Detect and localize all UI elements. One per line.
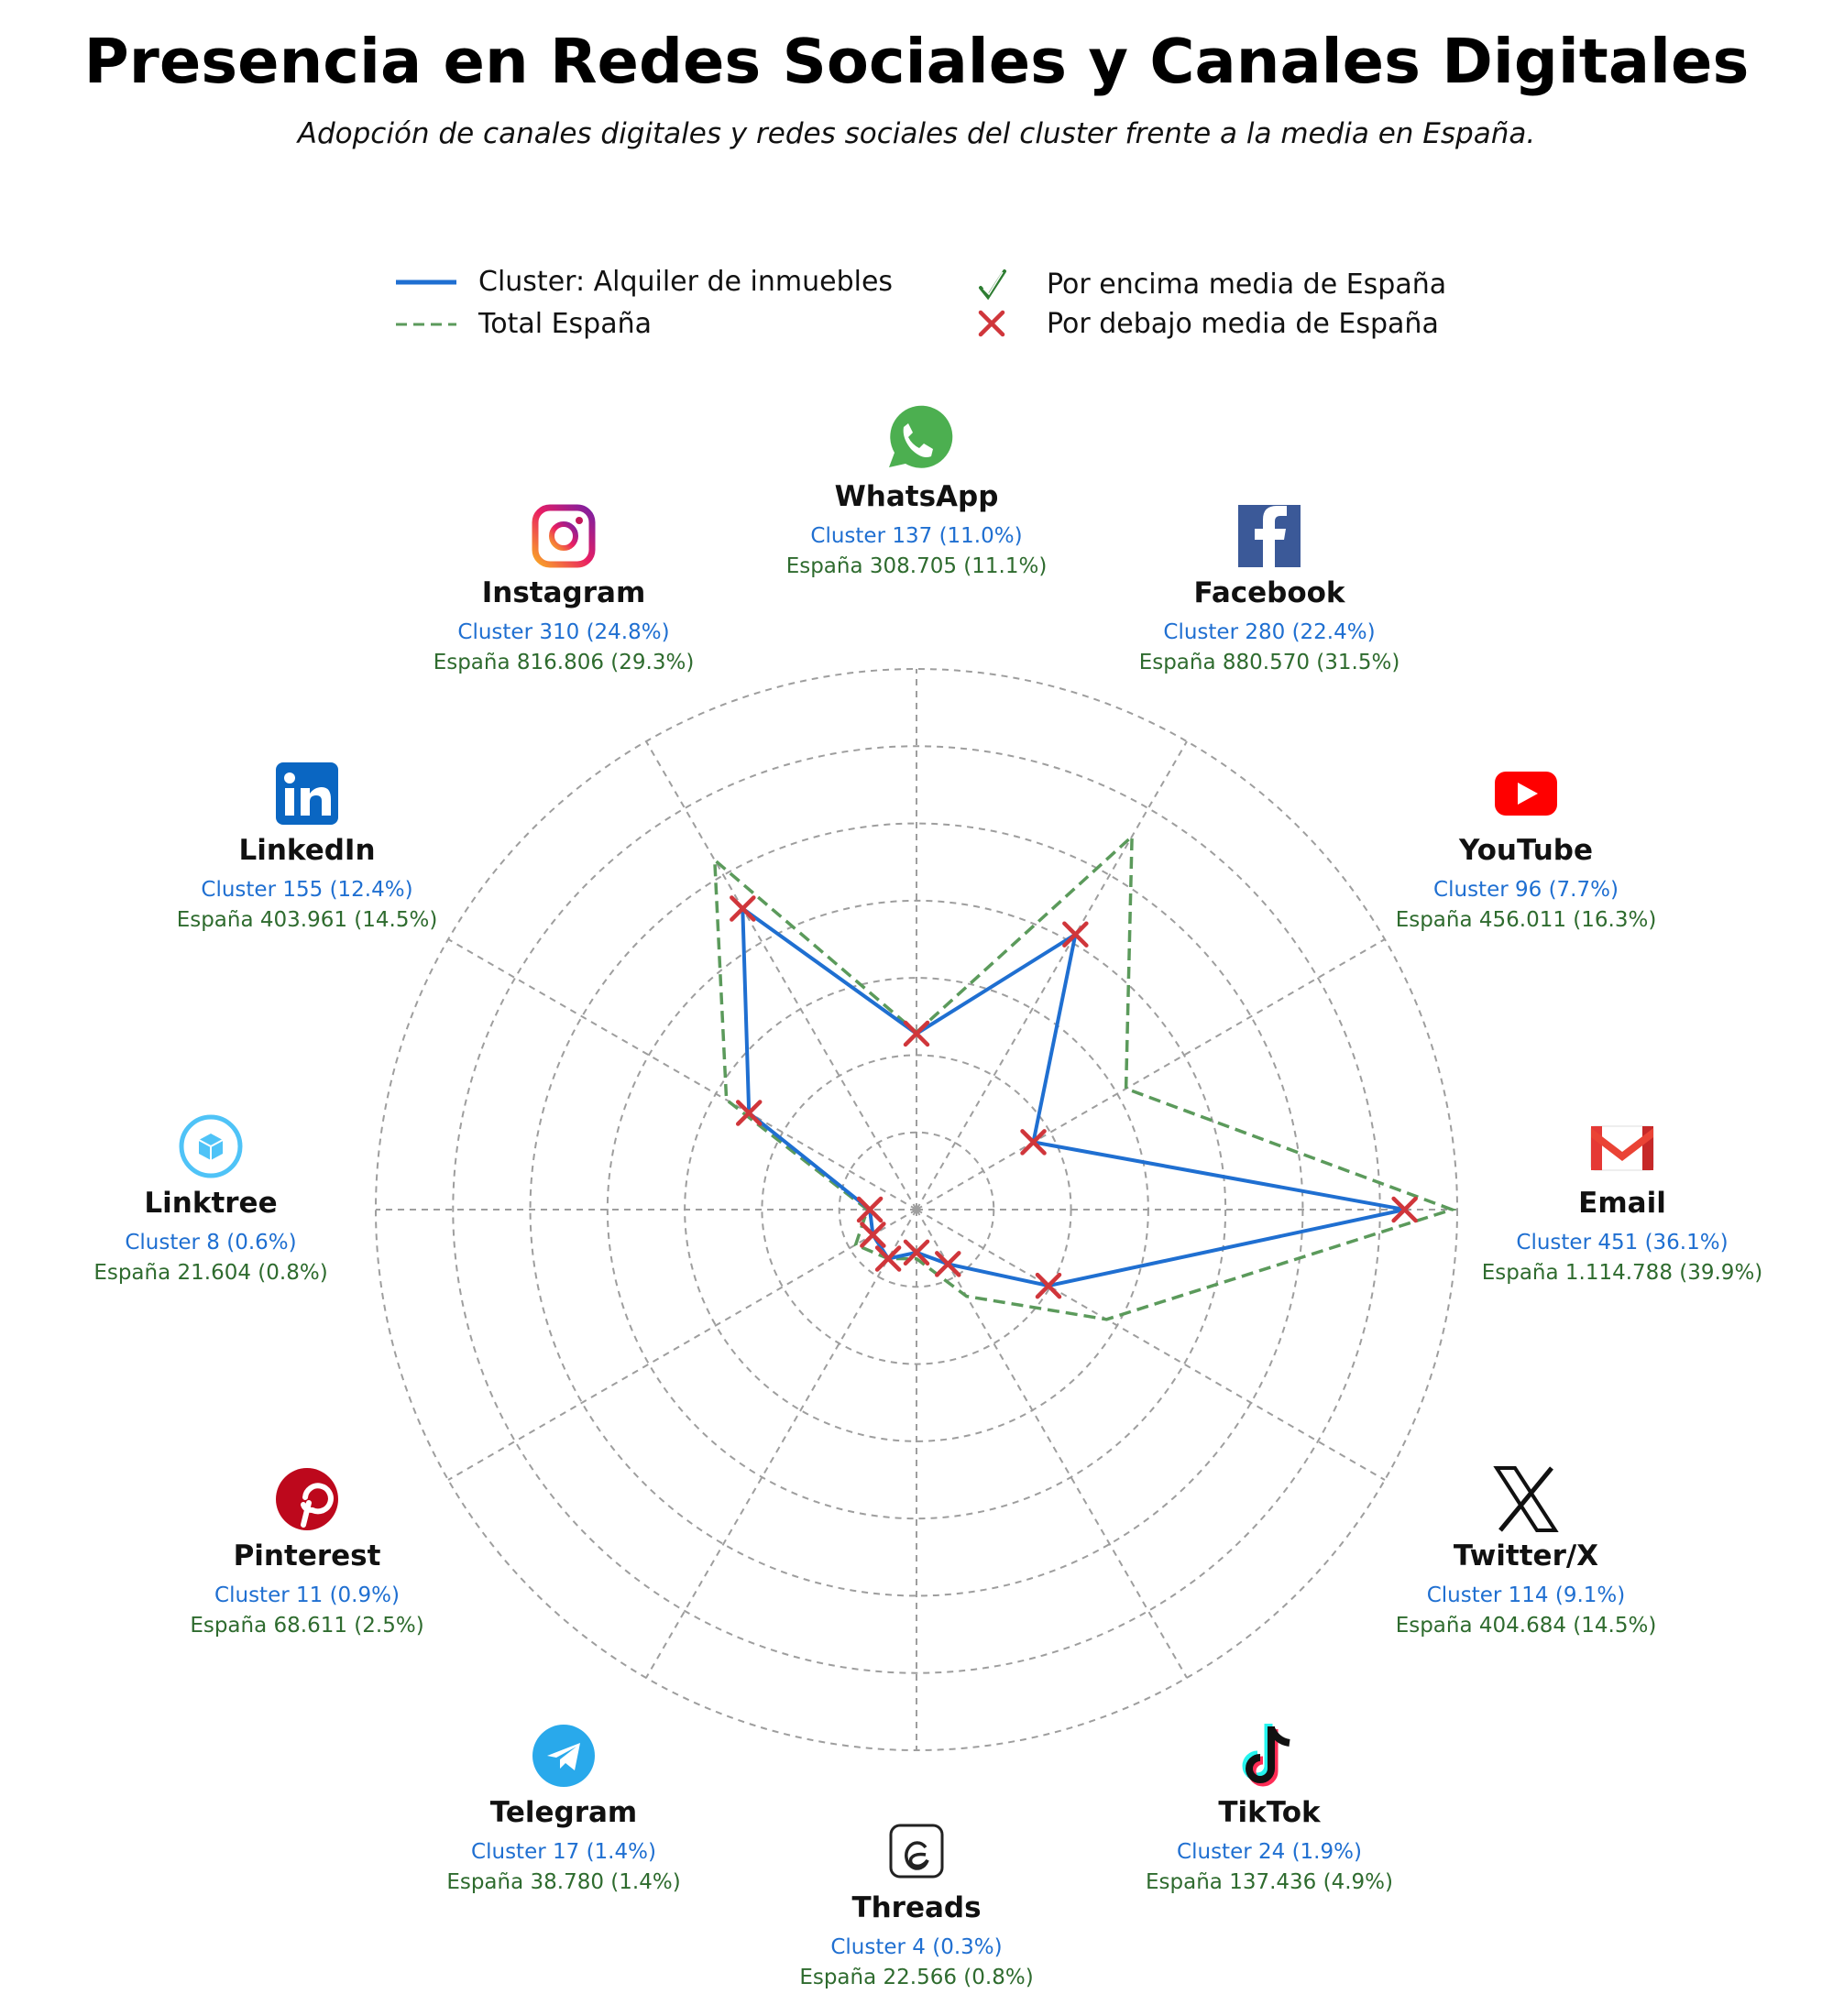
cluster-value-label: Cluster 280 (22.4%) [1163, 620, 1376, 644]
grid-spoke [448, 939, 916, 1210]
grid-spoke [646, 1210, 916, 1678]
platform-name: Linktree [144, 1187, 278, 1220]
platform-name: LinkedIn [238, 834, 376, 867]
platform-name: Threads [851, 1891, 982, 1924]
radar-grid [376, 669, 1457, 1750]
platform-name: Email [1578, 1187, 1666, 1220]
linktree-icon [181, 1117, 240, 1176]
cluster-value-label: Cluster 24 (1.9%) [1177, 1840, 1362, 1864]
spain-value-label: España 403.961 (14.5%) [176, 908, 438, 932]
cluster-value-label: Cluster 8 (0.6%) [125, 1231, 297, 1255]
grid-spoke [916, 741, 1187, 1210]
radar-series [715, 837, 1452, 1320]
spain-value-label: España 404.684 (14.5%) [1395, 1614, 1657, 1638]
platform-name: Telegram [489, 1796, 638, 1829]
spain-value-label: España 456.011 (16.3%) [1395, 908, 1657, 932]
cluster-value-label: Cluster 96 (7.7%) [1433, 878, 1619, 902]
legend-label-above: Por encima media de España [1047, 268, 1447, 301]
platform-name: Facebook [1193, 576, 1345, 609]
platform-name: TikTok [1218, 1796, 1321, 1829]
cluster-value-label: Cluster 155 (12.4%) [201, 878, 413, 902]
platform-name: YouTube [1459, 834, 1593, 867]
linkedin-icon [276, 762, 338, 825]
cluster-value-label: Cluster 4 (0.3%) [830, 1935, 1003, 1959]
platform-name: Twitter/X [1453, 1539, 1599, 1572]
spain-value-label: España 68.611 (2.5%) [190, 1614, 424, 1638]
grid-spoke [916, 1210, 1385, 1480]
spain-value-label: España 137.436 (4.9%) [1146, 1870, 1393, 1894]
series-line-cluster [742, 909, 1404, 1287]
spain-value-label: España 38.780 (1.4%) [446, 1870, 681, 1894]
grid-spoke [448, 1210, 916, 1480]
platform-labels [93, 480, 1762, 1989]
cluster-value-label: Cluster 114 (9.1%) [1426, 1583, 1626, 1607]
spain-value-label: España 880.570 (31.5%) [1138, 651, 1400, 674]
platform-name: Pinterest [233, 1539, 381, 1572]
platform-name: Instagram [481, 576, 646, 609]
legend-label-cluster: Cluster: Alquiler de inmuebles [478, 266, 894, 298]
facebook-icon [1238, 505, 1301, 567]
radar-markers [731, 898, 1415, 1298]
tiktok-icon [1246, 1724, 1290, 1782]
spain-value-label: España 816.806 (29.3%) [433, 651, 695, 674]
cluster-value-label: Cluster 451 (36.1%) [1516, 1231, 1729, 1255]
spain-value-label: España 308.705 (11.1%) [785, 554, 1048, 578]
cluster-value-label: Cluster 17 (1.4%) [471, 1840, 656, 1864]
pinterest-icon [276, 1468, 338, 1530]
legend-label-below: Por debajo media de España [1047, 308, 1439, 340]
platform-name: WhatsApp [834, 480, 999, 513]
gmail-icon [1591, 1126, 1653, 1170]
legend-label-spain: Total España [478, 308, 653, 340]
spain-value-label: España 1.114.788 (39.9%) [1481, 1261, 1763, 1285]
x-icon [1497, 1468, 1555, 1530]
series-line-spain [715, 837, 1452, 1320]
spain-value-label: España 21.604 (0.8%) [93, 1261, 328, 1285]
instagram-icon [535, 508, 592, 564]
youtube-icon [1495, 772, 1557, 816]
spain-value-label: España 22.566 (0.8%) [799, 1966, 1034, 1989]
threads-icon [891, 1825, 942, 1877]
cluster-value-label: Cluster 11 (0.9%) [214, 1583, 400, 1607]
telegram-icon [532, 1725, 595, 1787]
grid-spoke [916, 939, 1385, 1210]
chart-title: Presencia en Redes Sociales y Canales Digitales [83, 26, 1750, 97]
cluster-value-label: Cluster 137 (11.0%) [810, 524, 1023, 548]
whatsapp-icon [889, 406, 952, 468]
cluster-value-label: Cluster 310 (24.8%) [457, 620, 670, 644]
chart-subtitle: Adopción de canales digitales y redes sociales del cluster frente a la media en España. [297, 117, 1536, 150]
